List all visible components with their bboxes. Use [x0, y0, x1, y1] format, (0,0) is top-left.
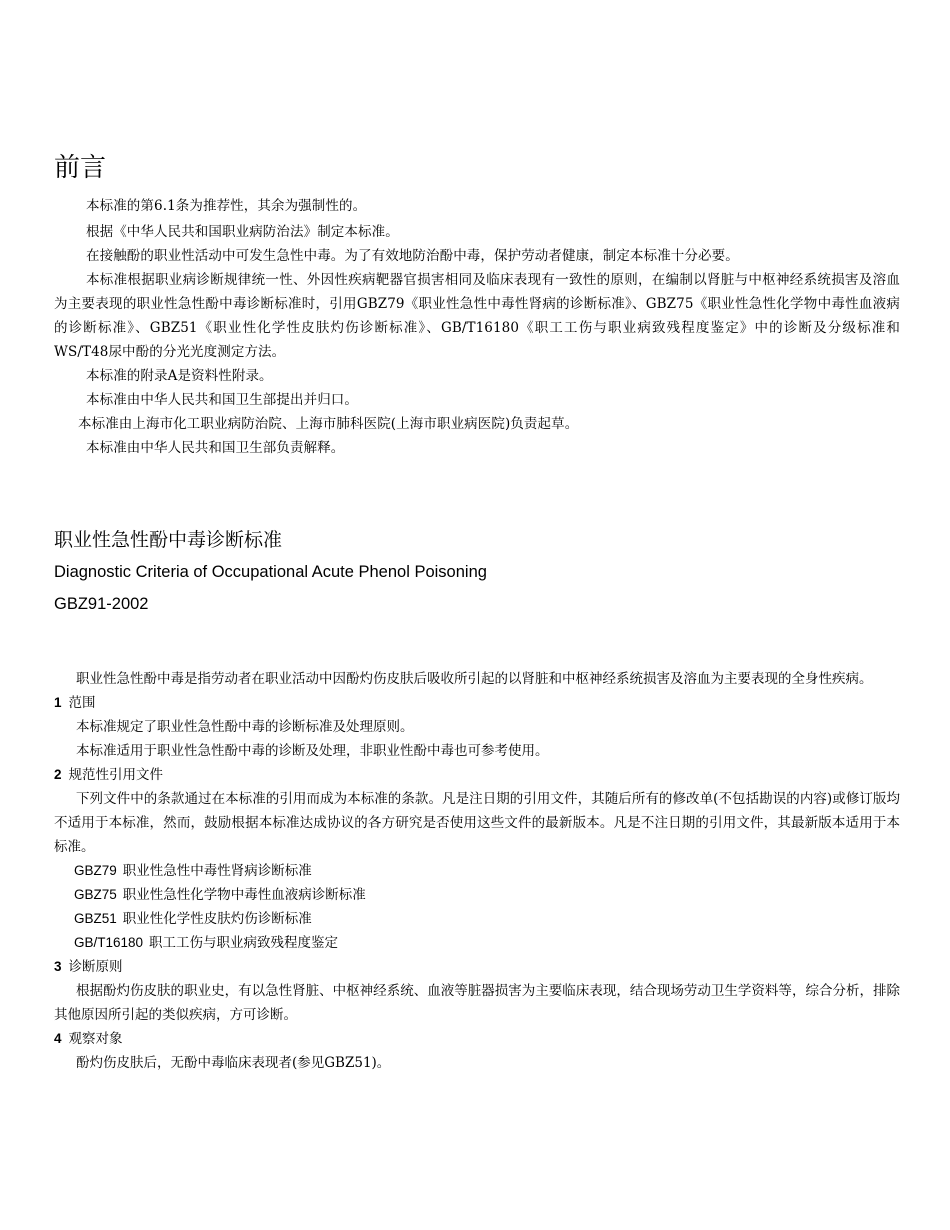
section-heading-2: [54, 763, 900, 787]
preface-paragraph: 根据《中华人民共和国职业病防治法》制定本标准。: [86, 224, 399, 240]
section-title: 诊断原则: [68, 959, 123, 975]
section-paragraph: 下列文件中的条款通过在本标准的引用而成为本标准的条款。凡是注日期的引用文件，其随后所有的修改单(不包括勘误的内容)或修订版均不适用于本标准，然而，鼓励根据本标准达成协议的各方研究是否使用这些文件的最新版本。凡是不注日期的引用文件，其最新版本适用于本标准。: [54, 791, 900, 855]
reference-name: 职业性化学性皮肤灼伤诊断标准: [122, 911, 312, 927]
reference-name: 职业性急性化学物中毒性血液病诊断标准: [122, 887, 366, 903]
reference-item: [54, 907, 900, 931]
standard-code: GBZ91-2002: [54, 595, 149, 613]
standard-body: [54, 667, 900, 1075]
section-paragraph: 酚灼伤皮肤后，无酚中毒临床表现者(参见GBZ51)。: [76, 1055, 391, 1071]
preface-section: [54, 194, 900, 460]
section-paragraph: 本标准规定了职业性急性酚中毒的诊断标准及处理原则。: [76, 719, 414, 735]
preface-title: 前言: [54, 153, 107, 183]
reference-name: 职业性急性中毒性肾病诊断标准: [122, 863, 312, 879]
section-paragraph: 根据酚灼伤皮肤的职业史，有以急性肾脏、中枢神经系统、血液等脏器损害为主要临床表现，结合现场劳动卫生学资料等，综合分析，排除其他原因所引起的类似疾病，方可诊断。: [54, 983, 900, 1023]
reference-item: [54, 931, 900, 955]
intro-paragraph: 职业性急性酚中毒是指劳动者在职业活动中因酚灼伤皮肤后吸收所引起的以肾脏和中枢神经系统损害及溶血为主要表现的全身性疾病。: [76, 671, 873, 687]
standard-title-chinese: 职业性急性酚中毒诊断标准: [54, 529, 283, 551]
reference-code: GBZ51: [74, 911, 117, 926]
reference-item: [54, 883, 900, 907]
section-heading-4: [54, 1027, 900, 1051]
reference-code: GBZ75: [74, 887, 117, 902]
section-number: 3: [54, 959, 62, 974]
preface-paragraph: 本标准的第6.1条为推荐性，其余为强制性的。: [86, 198, 367, 214]
section-number: 1: [54, 695, 62, 710]
section-heading-1: [54, 691, 900, 715]
standard-title-english: Diagnostic Criteria of Occupational Acute Phenol Poisoning: [54, 563, 487, 581]
reference-name: 职工工伤与职业病致残程度鉴定: [149, 935, 339, 951]
reference-code: GBZ79: [74, 863, 117, 878]
section-heading-3: [54, 955, 900, 979]
section-paragraph: 本标准适用于职业性急性酚中毒的诊断及处理，非职业性酚中毒也可参考使用。: [76, 743, 549, 759]
section-number: 4: [54, 1031, 62, 1046]
preface-paragraph: 本标准根据职业病诊断规律统一性、外因性疾病靶器官损害相同及临床表现有一致性的原则，在编制以肾脏与中枢神经系统损害及溶血为主要表现的职业性急性酚中毒诊断标准时，引用GBZ79《职业性急性中毒性肾病的诊断标准》、GBZ75《职业性急性化学物中毒性血液病的诊断标准》、GBZ51《职业性化学性皮肤灼伤诊断标准》、GB/T16180《职工工伤与职业病致残程度鉴定》中的诊断及分级标准和WS/T48尿中酚的分光光度测定方法。: [54, 272, 900, 360]
reference-item: [54, 859, 900, 883]
preface-paragraph: 在接触酚的职业性活动中可发生急性中毒。为了有效地防治酚中毒，保护劳动者健康，制定本标准十分必要。: [86, 248, 739, 264]
section-number: 2: [54, 767, 62, 782]
preface-paragraph: 本标准由上海市化工职业病防治院、上海市肺科医院(上海市职业病医院)负责起草。: [78, 416, 579, 432]
section-title: 规范性引用文件: [68, 767, 164, 783]
section-title: 观察对象: [68, 1031, 123, 1047]
standard-header: [54, 524, 900, 620]
section-title: 范围: [68, 695, 96, 711]
preface-paragraph: 本标准由中华人民共和国卫生部提出并归口。: [86, 392, 358, 408]
preface-paragraph: 本标准由中华人民共和国卫生部负责解释。: [86, 440, 345, 456]
preface-paragraph: 本标准的附录A是资料性附录。: [86, 368, 273, 384]
reference-code: GB/T16180: [74, 935, 144, 950]
